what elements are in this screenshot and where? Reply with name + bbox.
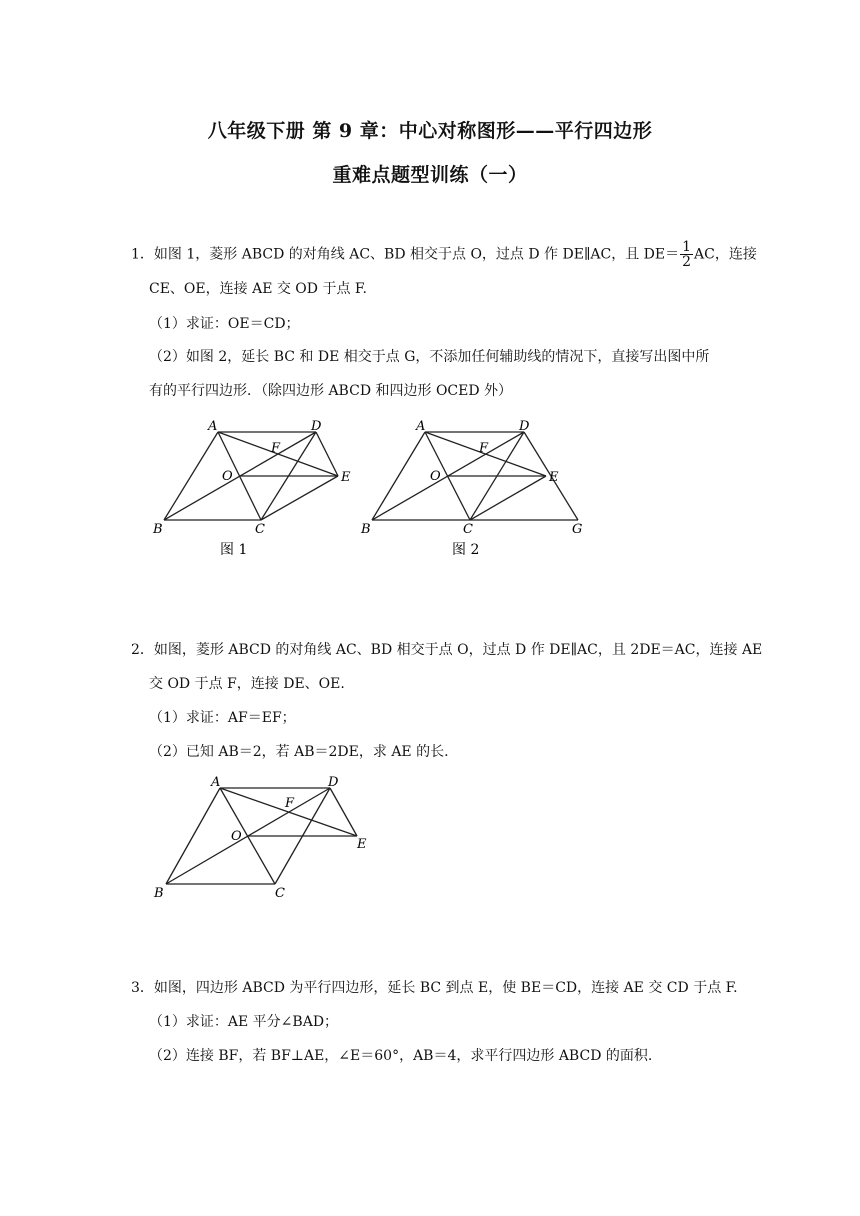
figure-q2 (153, 775, 367, 901)
fig1-label-b: B (153, 522, 163, 537)
q2-label-d: D (328, 775, 339, 790)
doc-title-line1: 八年级下册 第 9 章：中心对称图形——平行四边形 (207, 120, 653, 142)
doc-title-line2: 重难点题型训练（一） (332, 164, 528, 186)
figure-1 (152, 419, 351, 558)
q1-text-b: AC，连接 (694, 246, 757, 263)
fig1-label-a: A (208, 419, 218, 434)
fig2-label-o: O (430, 469, 441, 484)
q2-label-b: B (154, 886, 164, 901)
fig1-caption: 图 1 (220, 542, 248, 558)
fig1-label-d: D (311, 419, 322, 434)
q2-part1: （1）求证：AF＝EF； (149, 710, 296, 726)
fraction-half: $\frac{1}{2}$ (682, 239, 692, 270)
fig1-label-f: F (271, 441, 281, 456)
fig2-label-b: B (361, 522, 371, 537)
q2-label-e: E (357, 837, 367, 852)
q1-line2: CE、OE，连接 AE 交 OD 于点 F. (149, 281, 367, 297)
q2-part2: （2）已知 AB＝2，若 AB＝2DE，求 AE 的长. (149, 744, 449, 760)
q3-part2: （2）连接 BF，若 BF⊥AE，∠E＝60°，AB＝4，求平行四边形 ABCD 的面积. (149, 1048, 653, 1064)
fig2-label-f: F (479, 441, 489, 456)
fig2-label-c: C (463, 522, 473, 537)
fig2-label-g: G (572, 522, 583, 537)
q2-label-a: A (211, 775, 221, 790)
fig1-label-e: E (341, 470, 351, 485)
q3-part1: （1）求证：AE 平分∠BAD； (149, 1014, 339, 1030)
q2-line1: 2．如图，菱形 ABCD 的对角线 AC、BD 相交于点 O，过点 D 作 DE∥AC，且 2DE＝AC，连接 AE (131, 642, 763, 658)
q2-label-f: F (285, 796, 295, 811)
q1-part2-line2: 有的平行四边形．（除四边形 ABCD 和四边形 OCED 外） (149, 383, 513, 399)
q1-part1: （1）求证：OE＝CD； (149, 316, 300, 332)
fig2-label-d: D (519, 419, 530, 434)
q2-line2: 交 OD 于点 F，连接 DE、OE. (149, 676, 345, 692)
q2-label-o: O (231, 829, 242, 844)
fig2-caption: 图 2 (452, 542, 480, 558)
fig2-label-a: A (416, 419, 426, 434)
fig1-label-c: C (255, 522, 265, 537)
q1-part2-line1: （2）如图 2，延长 BC 和 DE 相交于点 G，不添加任何辅助线的情况下，直接写出图中所 (149, 349, 710, 365)
q1-text-a: 1．如图 1，菱形 ABCD 的对角线 AC、BD 相交于点 O，过点 D 作 DE∥AC，且 DE＝ (131, 246, 680, 263)
fig2-label-e: E (549, 470, 559, 485)
q3-line1: 3．如图，四边形 ABCD 为平行四边形，延长 BC 到点 E，使 BE＝CD，连接 AE 交 CD 于点 F. (131, 980, 738, 996)
q2-label-c: C (275, 886, 285, 901)
fig1-label-o: O (222, 469, 233, 484)
figure-2 (360, 419, 582, 558)
